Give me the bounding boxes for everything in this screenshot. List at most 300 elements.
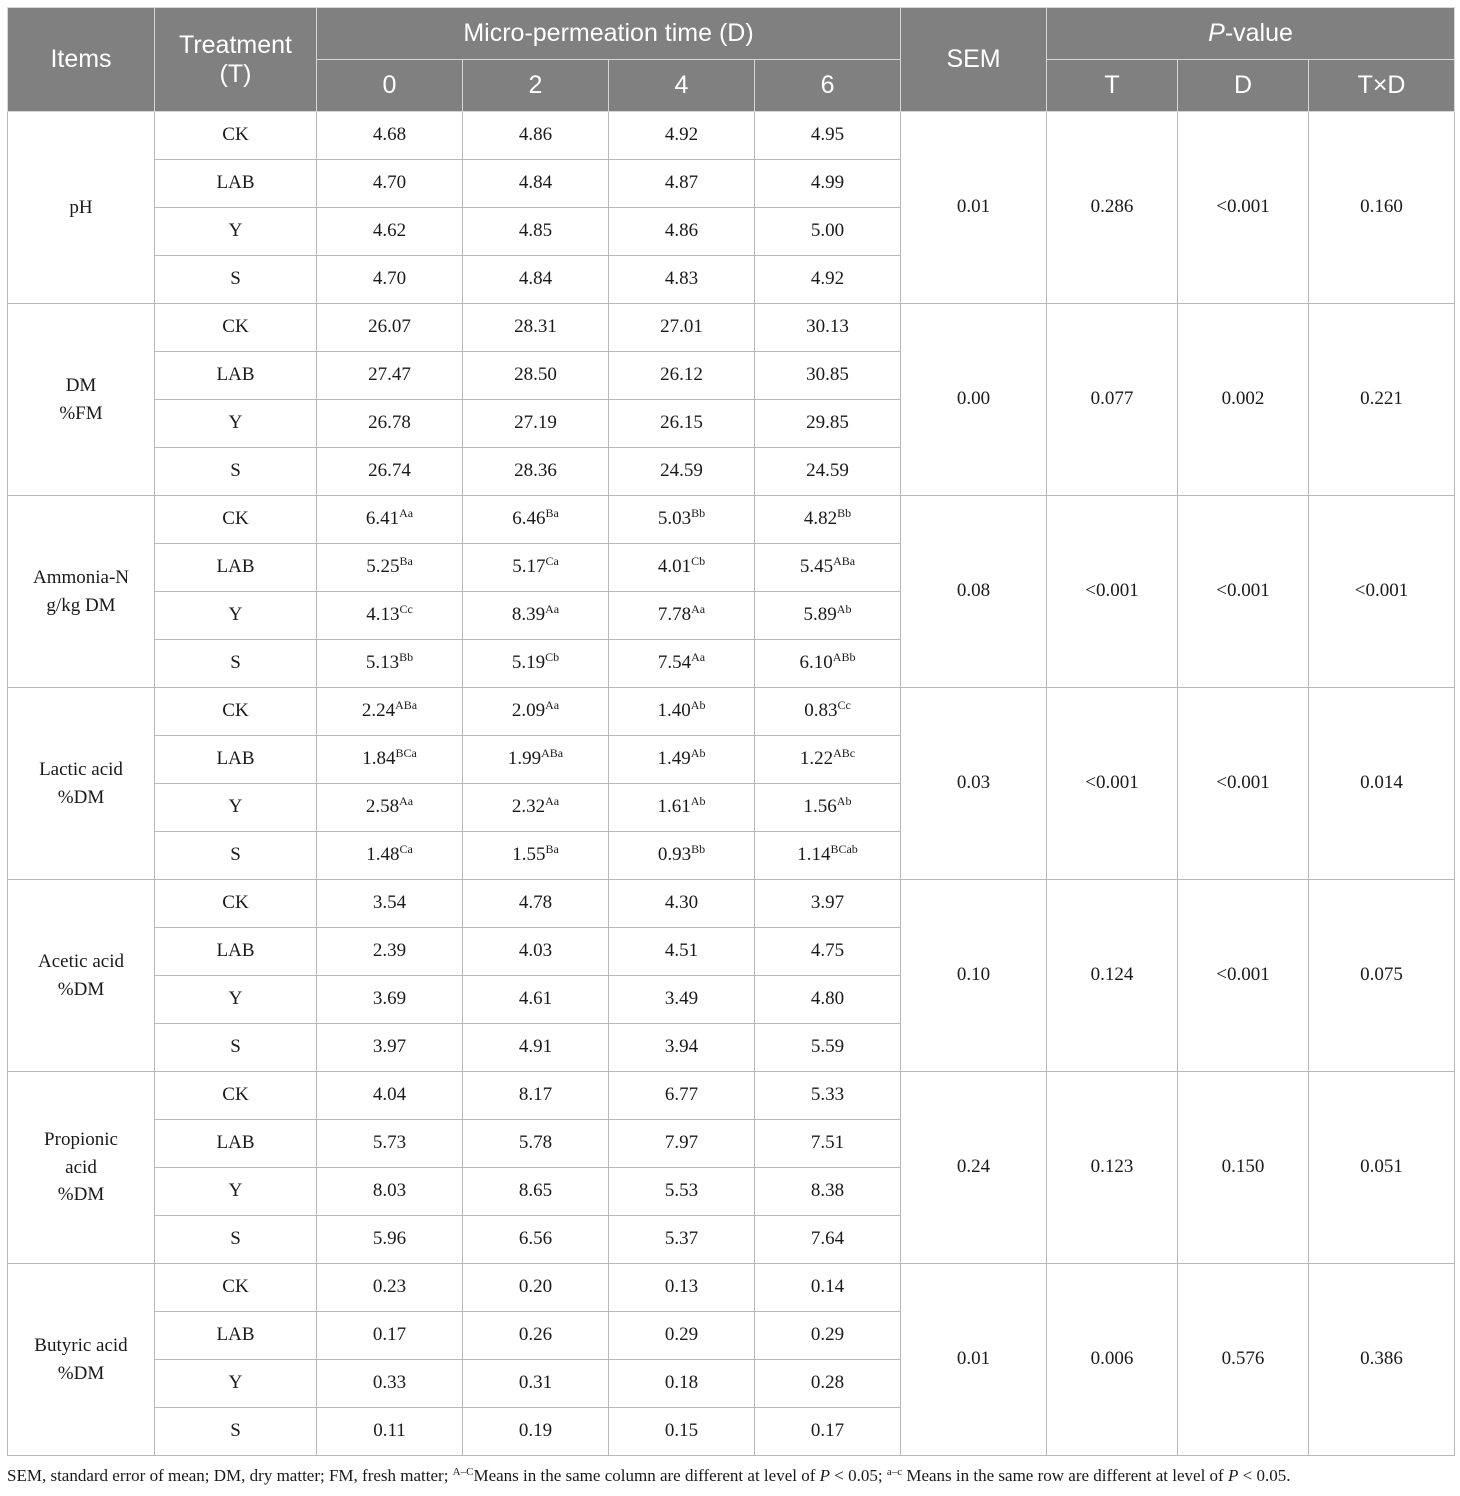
p-value-t-cell: 0.286 xyxy=(1047,112,1178,304)
value-cell xyxy=(317,928,463,976)
value-cell xyxy=(609,304,755,352)
treatment-cell: Y xyxy=(155,592,317,640)
value-number: 3.94 xyxy=(664,1036,699,1058)
value-number: 4.95 xyxy=(810,124,845,146)
treatment-cell: Y xyxy=(155,400,317,448)
value-cell xyxy=(609,352,755,400)
value-cell xyxy=(463,352,609,400)
value-number: 1.56 xyxy=(803,796,837,818)
value-number: 5.73 xyxy=(372,1132,407,1154)
value-cell xyxy=(317,1024,463,1072)
value-number: 5.00 xyxy=(810,220,845,242)
item-cell xyxy=(8,304,155,496)
value-cell xyxy=(609,832,755,880)
value-cell xyxy=(609,256,755,304)
value-cell xyxy=(463,304,609,352)
value-number: 1.55 xyxy=(512,844,546,866)
value-cell xyxy=(317,1072,463,1120)
treatment-cell: Y xyxy=(155,1360,317,1408)
value-number: 1.22 xyxy=(799,748,834,770)
value-superscript: Ab xyxy=(690,746,706,761)
value-cell xyxy=(317,1408,463,1456)
header-p-txd: T×D xyxy=(1309,60,1455,112)
value-number: 0.17 xyxy=(810,1420,845,1442)
value-number: 0.28 xyxy=(810,1372,845,1394)
value-number: 4.92 xyxy=(810,268,845,290)
value-superscript: Ba xyxy=(545,506,559,521)
p-value-t-cell: <0.001 xyxy=(1047,688,1178,880)
value-superscript: ABc xyxy=(833,746,856,761)
value-cell xyxy=(463,688,609,736)
value-number: 0.83 xyxy=(804,700,838,722)
value-cell xyxy=(609,112,755,160)
value-number: 4.30 xyxy=(664,892,699,914)
value-number: 1.61 xyxy=(657,796,691,818)
header-treatment xyxy=(155,8,317,112)
value-cell xyxy=(755,928,901,976)
value-superscript: Cc xyxy=(837,698,851,713)
value-cell xyxy=(317,160,463,208)
treatment-cell: CK xyxy=(155,112,317,160)
value-cell xyxy=(317,736,463,784)
value-superscript: ABa xyxy=(541,746,564,761)
p-value-d-cell: 0.576 xyxy=(1178,1264,1309,1456)
treatment-cell: CK xyxy=(155,496,317,544)
value-cell xyxy=(609,160,755,208)
header-pvalue xyxy=(1047,8,1455,60)
footnote-part3: < 0.05; xyxy=(830,1466,887,1485)
value-number: 4.92 xyxy=(664,124,699,146)
value-cell xyxy=(317,784,463,832)
treatment-cell: CK xyxy=(155,304,317,352)
value-number: 4.70 xyxy=(372,268,407,290)
value-number: 30.13 xyxy=(806,316,849,338)
value-number: 7.64 xyxy=(810,1228,845,1250)
value-number: 4.91 xyxy=(518,1036,553,1058)
item-cell xyxy=(8,688,155,880)
value-cell xyxy=(609,640,755,688)
value-cell xyxy=(317,976,463,1024)
value-cell xyxy=(609,1168,755,1216)
value-cell xyxy=(463,1360,609,1408)
treatment-cell: Y xyxy=(155,784,317,832)
value-cell xyxy=(463,736,609,784)
value-number: 1.49 xyxy=(657,748,691,770)
value-number: 1.48 xyxy=(366,844,400,866)
value-cell xyxy=(317,112,463,160)
value-cell xyxy=(609,1120,755,1168)
header-day-2: 2 xyxy=(463,60,609,112)
value-cell xyxy=(609,736,755,784)
value-superscript: Aa xyxy=(545,794,560,809)
value-cell xyxy=(463,976,609,1024)
value-number: 4.99 xyxy=(810,172,845,194)
value-number: 1.84 xyxy=(362,748,396,770)
value-cell xyxy=(463,256,609,304)
p-value-d-cell: 0.002 xyxy=(1178,304,1309,496)
value-cell xyxy=(755,1408,901,1456)
value-cell xyxy=(755,208,901,256)
value-number: 29.85 xyxy=(806,412,849,434)
value-number: 0.17 xyxy=(372,1324,407,1346)
value-cell xyxy=(317,1360,463,1408)
value-cell xyxy=(755,880,901,928)
value-number: 5.19 xyxy=(511,652,546,674)
table-container xyxy=(7,7,1453,1456)
value-cell xyxy=(463,1168,609,1216)
value-number: 2.09 xyxy=(511,700,546,722)
footnote-sup1: A–C xyxy=(452,1466,474,1478)
value-number: 27.47 xyxy=(368,364,411,386)
value-cell xyxy=(609,1312,755,1360)
value-number: 3.49 xyxy=(664,988,699,1010)
header-time-group: Micro-permeation time (D) xyxy=(317,8,901,60)
value-superscript: Bb xyxy=(837,506,852,521)
value-cell xyxy=(317,1264,463,1312)
item-label-line: Propionic xyxy=(44,1129,118,1151)
value-number: 8.39 xyxy=(511,604,546,626)
p-value-txd-cell: 0.051 xyxy=(1309,1072,1455,1264)
value-superscript: Ab xyxy=(836,602,852,617)
footnote-part1: SEM, standard error of mean; DM, dry matter; FM, fresh matter; xyxy=(7,1466,453,1485)
value-cell xyxy=(463,496,609,544)
value-cell xyxy=(609,928,755,976)
table-row xyxy=(8,112,1455,160)
value-number: 24.59 xyxy=(806,460,849,482)
value-number: 6.41 xyxy=(365,508,400,530)
value-cell xyxy=(609,1264,755,1312)
value-number: 26.15 xyxy=(660,412,703,434)
value-number: 4.68 xyxy=(372,124,407,146)
item-label-line: pH xyxy=(69,196,93,218)
p-value-d-cell: <0.001 xyxy=(1178,112,1309,304)
value-superscript: Aa xyxy=(691,650,706,665)
value-number: 26.07 xyxy=(368,316,411,338)
value-cell xyxy=(755,1360,901,1408)
value-number: 4.62 xyxy=(372,220,407,242)
treatment-cell: CK xyxy=(155,1072,317,1120)
value-cell xyxy=(609,1360,755,1408)
value-number: 3.97 xyxy=(810,892,845,914)
value-number: 0.29 xyxy=(810,1324,845,1346)
item-cell xyxy=(8,880,155,1072)
p-value-d-cell: <0.001 xyxy=(1178,496,1309,688)
treatment-cell: CK xyxy=(155,880,317,928)
header-row-1 xyxy=(8,8,1455,60)
value-cell xyxy=(317,1216,463,1264)
value-number: 26.78 xyxy=(368,412,411,434)
value-cell xyxy=(317,400,463,448)
value-superscript: Ca xyxy=(399,842,413,857)
value-number: 4.84 xyxy=(518,268,553,290)
value-superscript: Ba xyxy=(545,842,559,857)
value-number: 4.51 xyxy=(664,940,699,962)
treatment-cell: LAB xyxy=(155,160,317,208)
value-cell xyxy=(463,784,609,832)
treatment-cell: Y xyxy=(155,1168,317,1216)
p-value-t-cell: 0.006 xyxy=(1047,1264,1178,1456)
value-superscript: Bb xyxy=(399,650,414,665)
value-number: 4.61 xyxy=(518,988,553,1010)
value-number: 4.70 xyxy=(372,172,407,194)
value-cell xyxy=(755,784,901,832)
value-cell xyxy=(317,544,463,592)
value-cell xyxy=(609,1216,755,1264)
value-number: 8.38 xyxy=(810,1180,845,1202)
value-cell xyxy=(317,1120,463,1168)
p-value-t-cell: <0.001 xyxy=(1047,496,1178,688)
value-number: 5.59 xyxy=(810,1036,845,1058)
p-value-t-cell: 0.077 xyxy=(1047,304,1178,496)
footnote-part5: < 0.05. xyxy=(1238,1466,1291,1485)
item-label-line: %DM xyxy=(57,1184,105,1206)
value-number: 6.46 xyxy=(512,508,546,530)
p-value-txd-cell: 0.221 xyxy=(1309,304,1455,496)
value-cell xyxy=(463,592,609,640)
value-superscript: Cb xyxy=(545,650,560,665)
value-cell xyxy=(755,160,901,208)
treatment-cell: CK xyxy=(155,1264,317,1312)
value-cell xyxy=(755,448,901,496)
item-cell xyxy=(8,1264,155,1456)
value-number: 2.39 xyxy=(372,940,407,962)
value-cell xyxy=(317,688,463,736)
value-number: 26.74 xyxy=(368,460,411,482)
value-cell xyxy=(755,1312,901,1360)
value-number: 7.54 xyxy=(657,652,692,674)
value-cell xyxy=(755,1264,901,1312)
value-superscript: ABa xyxy=(395,698,418,713)
p-value-txd-cell: <0.001 xyxy=(1309,496,1455,688)
value-cell xyxy=(755,688,901,736)
value-superscript: Aa xyxy=(399,794,414,809)
value-cell xyxy=(609,592,755,640)
treatment-cell: S xyxy=(155,1216,317,1264)
treatment-cell: S xyxy=(155,832,317,880)
value-cell xyxy=(755,592,901,640)
value-superscript: Aa xyxy=(691,602,706,617)
sem-cell: 0.10 xyxy=(901,880,1047,1072)
value-number: 8.03 xyxy=(372,1180,407,1202)
value-number: 1.40 xyxy=(657,700,691,722)
value-number: 30.85 xyxy=(806,364,849,386)
item-label-line: Lactic acid xyxy=(39,758,123,780)
footnote-p1: P xyxy=(819,1466,831,1485)
header-day-4: 4 xyxy=(609,60,755,112)
value-cell xyxy=(463,1312,609,1360)
item-label-line: DM xyxy=(65,374,97,396)
value-number: 8.65 xyxy=(518,1180,553,1202)
item-label-line: acid xyxy=(65,1156,97,1178)
treatment-cell: LAB xyxy=(155,736,317,784)
value-cell xyxy=(609,544,755,592)
value-cell xyxy=(755,640,901,688)
value-cell xyxy=(463,448,609,496)
value-number: 5.25 xyxy=(366,556,400,578)
value-cell xyxy=(609,400,755,448)
value-number: 2.58 xyxy=(365,796,400,818)
value-number: 28.36 xyxy=(514,460,557,482)
value-cell xyxy=(755,832,901,880)
value-cell xyxy=(755,736,901,784)
sem-cell: 0.00 xyxy=(901,304,1047,496)
table-header xyxy=(8,8,1455,112)
value-number: 1.14 xyxy=(797,844,831,866)
value-cell xyxy=(755,352,901,400)
value-number: 4.85 xyxy=(518,220,553,242)
value-number: 5.78 xyxy=(518,1132,553,1154)
treatment-cell: CK xyxy=(155,688,317,736)
results-table xyxy=(7,7,1455,1456)
value-number: 26.12 xyxy=(660,364,703,386)
value-superscript: Ab xyxy=(690,698,706,713)
value-cell xyxy=(463,640,609,688)
table-row xyxy=(8,1072,1455,1120)
header-pvalue-p: P xyxy=(1208,19,1225,48)
value-number: 24.59 xyxy=(660,460,703,482)
value-number: 0.13 xyxy=(664,1276,699,1298)
value-cell xyxy=(317,640,463,688)
value-number: 5.13 xyxy=(365,652,400,674)
value-number: 0.15 xyxy=(664,1420,699,1442)
value-superscript: Ab xyxy=(836,794,852,809)
value-number: 6.56 xyxy=(518,1228,553,1250)
value-number: 4.01 xyxy=(657,556,692,578)
value-number: 6.10 xyxy=(799,652,833,674)
value-number: 0.19 xyxy=(518,1420,553,1442)
value-cell xyxy=(317,880,463,928)
table-body xyxy=(8,112,1455,1456)
value-number: 3.69 xyxy=(372,988,407,1010)
value-cell xyxy=(463,1024,609,1072)
item-cell xyxy=(8,112,155,304)
value-cell xyxy=(317,304,463,352)
value-superscript: Aa xyxy=(545,602,560,617)
sem-cell: 0.08 xyxy=(901,496,1047,688)
value-cell xyxy=(755,304,901,352)
item-cell xyxy=(8,496,155,688)
footnote-part4: Means in the same row are different at level of xyxy=(902,1466,1228,1485)
value-cell xyxy=(755,400,901,448)
value-number: 28.31 xyxy=(514,316,557,338)
header-treatment-line2: (T) xyxy=(219,59,252,88)
value-cell xyxy=(463,400,609,448)
table-row xyxy=(8,496,1455,544)
treatment-cell: LAB xyxy=(155,1312,317,1360)
value-number: 2.24 xyxy=(361,700,396,722)
table-row xyxy=(8,688,1455,736)
item-label-line: Ammonia-N xyxy=(32,566,130,588)
value-number: 27.19 xyxy=(514,412,557,434)
header-treatment-line1: Treatment xyxy=(178,30,292,59)
value-number: 0.31 xyxy=(518,1372,553,1394)
treatment-cell: LAB xyxy=(155,1120,317,1168)
value-cell xyxy=(317,352,463,400)
value-number: 4.86 xyxy=(664,220,699,242)
value-superscript: Cb xyxy=(691,554,706,569)
table-row xyxy=(8,1264,1455,1312)
value-number: 3.54 xyxy=(372,892,407,914)
treatment-cell: LAB xyxy=(155,544,317,592)
value-cell xyxy=(463,880,609,928)
treatment-cell: LAB xyxy=(155,352,317,400)
item-label-line: %DM xyxy=(57,786,105,808)
value-number: 5.17 xyxy=(512,556,546,578)
value-cell xyxy=(609,1408,755,1456)
value-superscript: Bb xyxy=(691,506,706,521)
p-value-d-cell: <0.001 xyxy=(1178,880,1309,1072)
value-superscript: Cc xyxy=(399,602,413,617)
value-superscript: ABb xyxy=(832,650,856,665)
value-number: 5.53 xyxy=(664,1180,699,1202)
value-cell xyxy=(317,1168,463,1216)
treatment-cell: Y xyxy=(155,976,317,1024)
value-cell xyxy=(463,1264,609,1312)
treatment-cell: LAB xyxy=(155,928,317,976)
value-cell xyxy=(463,1408,609,1456)
value-cell xyxy=(317,592,463,640)
value-cell xyxy=(317,832,463,880)
value-cell xyxy=(609,880,755,928)
table-row xyxy=(8,304,1455,352)
value-number: 7.78 xyxy=(657,604,692,626)
header-pvalue-rest: -value xyxy=(1224,19,1293,48)
table-footnote xyxy=(7,1466,1457,1486)
header-sem: SEM xyxy=(901,8,1047,112)
value-cell xyxy=(755,544,901,592)
p-value-t-cell: 0.123 xyxy=(1047,1072,1178,1264)
value-cell xyxy=(317,256,463,304)
value-cell xyxy=(463,544,609,592)
p-value-txd-cell: 0.386 xyxy=(1309,1264,1455,1456)
table-row xyxy=(8,880,1455,928)
sem-cell: 0.24 xyxy=(901,1072,1047,1264)
value-number: 4.78 xyxy=(518,892,553,914)
value-superscript: Ab xyxy=(690,794,706,809)
value-number: 4.80 xyxy=(810,988,845,1010)
footnote-sup2: a–c xyxy=(886,1466,903,1478)
value-cell xyxy=(755,112,901,160)
value-cell xyxy=(755,1120,901,1168)
header-p-t: T xyxy=(1047,60,1178,112)
value-superscript: Aa xyxy=(545,698,560,713)
sem-cell: 0.01 xyxy=(901,112,1047,304)
value-superscript: BCa xyxy=(395,746,417,761)
treatment-cell: S xyxy=(155,256,317,304)
value-cell xyxy=(463,832,609,880)
value-number: 0.29 xyxy=(664,1324,699,1346)
value-number: 4.04 xyxy=(372,1084,407,1106)
value-cell xyxy=(317,448,463,496)
item-label-line: Butyric acid xyxy=(34,1334,128,1356)
value-cell xyxy=(463,1216,609,1264)
item-label-line: %DM xyxy=(57,1362,105,1384)
value-cell xyxy=(609,688,755,736)
header-day-6: 6 xyxy=(755,60,901,112)
value-number: 5.45 xyxy=(799,556,834,578)
value-cell xyxy=(609,496,755,544)
treatment-cell: S xyxy=(155,1408,317,1456)
value-cell xyxy=(609,448,755,496)
value-number: 4.13 xyxy=(366,604,400,626)
value-number: 4.84 xyxy=(518,172,553,194)
sem-cell: 0.03 xyxy=(901,688,1047,880)
value-superscript: ABa xyxy=(833,554,856,569)
value-cell xyxy=(755,1216,901,1264)
value-number: 5.96 xyxy=(372,1228,407,1250)
p-value-txd-cell: 0.160 xyxy=(1309,112,1455,304)
value-number: 5.33 xyxy=(810,1084,845,1106)
